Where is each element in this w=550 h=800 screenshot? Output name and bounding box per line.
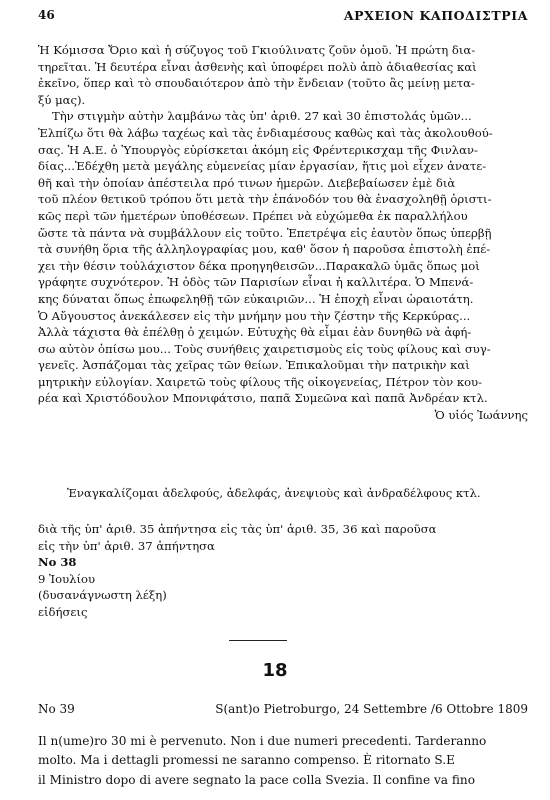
illegible-note: (δυσανάγνωστη λέξη) <box>38 588 167 603</box>
letter-number: No 38 <box>38 555 77 570</box>
document-letter-no: No 39 <box>38 702 75 716</box>
text-line: χει τὴν θέσιν τοὐλάχιστον δέκα προηγηθεισῶν...Παρακαλῶ ὑμᾶς ὅπως μοὶ <box>38 258 480 273</box>
text-line: κης δύναται ὅπως ἐπωφεληθῇ τῶν εὐκαιριῶν... Ἡ ἐποχὴ εἶναι ὡραιοτάτη. <box>38 291 474 306</box>
text-line: Ἀλλὰ τάχιστα θὰ ἐπέλθῃ ὁ χειμών. Εὐτυχὴς θὰ εἶμαι ἐὰν δυνηθῶ νὰ ἀφή- <box>38 325 472 340</box>
text-line: Τὴν στιγμὴν αὐτὴν λαμβάνω τὰς ὑπ' ἀριθ. 27 καὶ 30 ἐπιστολάς ὑμῶν... <box>52 109 472 124</box>
text-line: ὥστε τὰ πάντα νὰ συμβάλλουν εἰς τοῦτο. Ἐπετρέψα εἰς ἑαυτὸν ὅπως ὑπερβῇ <box>38 225 492 240</box>
section-divider <box>229 640 287 641</box>
text-line: Ὁ Αὔγουστος ἀνεκάλεσεν εἰς τὴν μνήμην μου τὴν ζέστην τῆς Κερκύρας... <box>38 308 471 323</box>
text-line: τηρεῖται. Ἡ δευτέρα εἶναι ἀσθενὴς καὶ ὑποφέρει πολὺ ἀπὸ ἀδιαθεσίας καὶ <box>38 59 477 74</box>
text-line: molto. Ma i dettagli promessi ne saranno compenso. È ritornato S.E <box>38 753 455 768</box>
text-line: δίας...Ἐδέχθη μετὰ μεγάλης εὐμενείας μίαν ἐργασίαν, ἥτις μοὶ εἶχεν ἀνατε- <box>38 159 487 174</box>
signature: Ὁ υἱός Ἰωάννης <box>434 408 528 423</box>
greek-letter-text <box>38 42 528 424</box>
document-place-date: S(ant)o Pietroburgo, 24 Settembre /6 Ottobre 1809 <box>215 702 528 716</box>
text-line: il Ministro dopo di avere segnato la pace colla Svezia. Il confine va fino <box>38 772 475 787</box>
document-header <box>38 702 528 720</box>
text-line: τοῦ πλέον θετικοῦ τρόπου ὅτι μετὰ τὴν ἐπάνοδόν του θὰ ἐνασχοληθῇ ὁριστι- <box>38 192 492 207</box>
reply-note: διὰ τῆς ὑπ' ἀριθ. 35 ἀπήντησα εἰς τὰς ὑπ' ἀριθ. 35, 36 καὶ παροῦσα <box>38 522 437 536</box>
text-line: τὰ συνήθη ὅρια τῆς ἀλληλογραφίας μου, καθ' ὅσον ἡ παροῦσα ἐπιστολὴ ἐπέ- <box>38 242 491 257</box>
document-number: 18 <box>262 660 288 681</box>
page-number: 46 <box>38 8 55 22</box>
text-line: ξύ μας). <box>38 92 86 107</box>
postscript: Ἐναγκαλίζομαι ἀδελφούς, ἀδελφάς, ἀνεψιοὺς καὶ ἀνδραδέλφους κτλ. <box>67 486 481 500</box>
text-line: Il n(ume)ro 30 mi è pervenuto. Non i due numeri precedenti. Tarderanno <box>38 734 487 748</box>
text-line: μητρικὴν εὐλογίαν. Χαιρετῶ τοὺς φίλους τῆς οἰκογενείας, Πέτρον τὸν κου- <box>38 374 483 389</box>
text-line: κῶς περὶ τῶν ἡμετέρων ὑποθέσεων. Πρέπει νὰ εὐχώμεθα ἐκ παραλλήλου <box>38 208 468 223</box>
text-line: θῆ καὶ τὴν ὁποίαν ἀπέστειλα πρό τινων ἡμερῶν. Διεβεβαίωσεν ἐμὲ διὰ <box>38 175 456 190</box>
text-line: σας. Ἡ Α.Ε. ὁ Ὑπουργὸς εὑρίσκεται ἀκόμη εἰς Φρέντερικσχαμ τῆς Φινλαν- <box>38 142 478 157</box>
archival-notes <box>38 521 436 621</box>
text-line: ἐκεῖνο, ὅπερ καὶ τὸ σπουδαιότερον ἀπὸ τὴν ἔνδειαν (τοῦτο ἂς μείνῃ μετα- <box>38 76 475 91</box>
text-line: γενεῖς. Ἀσπάζομαι τὰς χεῖρας τῶν θείων. Ἐπικαλοῦμαι τὴν πατρικὴν καὶ <box>38 358 470 373</box>
running-title: ΑΡΧΕΙΟΝ ΚΑΠΟΔΙΣΤΡΙΑ <box>343 8 528 23</box>
text-line: Ἡ Κόμισσα Ὄριο καὶ ἡ σύζυγος τοῦ Γκιούλινατς ζοῦν ὁμοῦ. Ἡ πρώτη δια- <box>38 43 476 57</box>
text-line: ρέα καὶ Χριστόδουλον Μπονιφάτσιο, παπᾶ Συμεῶνα καὶ παπᾶ Ἀνδρέαν κτλ. <box>38 391 488 406</box>
text-line: σω αὐτὸν ὀπίσω μου... Τοὺς συνήθεις χαιρετισμοὺς εἰς τοὺς φίλους καὶ συγ- <box>38 341 491 356</box>
italian-letter-text <box>38 732 532 790</box>
news-note: εἰδήσεις <box>38 604 88 619</box>
note-date: 9 Ἰουλίου <box>38 571 96 586</box>
text-line: γράφητε συχνότερον. Ἡ ὁδὸς τῶν Παρισίων εἶναι ἡ καλλιτέρα. Ὁ Μπενά- <box>38 275 474 290</box>
reply-note: εἰς τὴν ὑπ' ἀριθ. 37 ἀπήντησα <box>38 538 215 553</box>
running-header <box>38 8 528 28</box>
text-line: Ἐλπίζω ὅτι θὰ λάβω ταχέως καὶ τὰς ἐνδιαμέσους καθὼς καὶ τὰς ἀκολουθού- <box>38 125 493 140</box>
